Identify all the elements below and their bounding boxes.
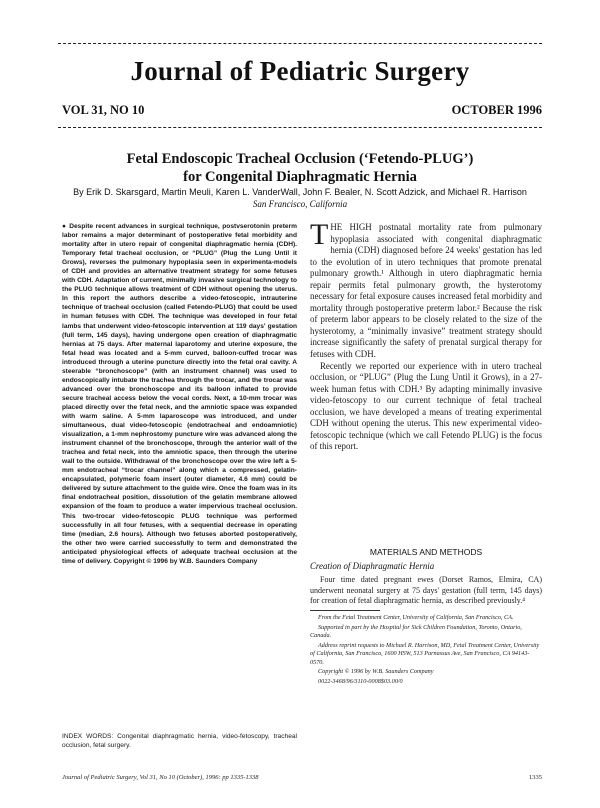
methods-paragraph: Four time dated pregnant ewes (Dorset Ramos, Elmira, CA) underwent neonatal surgery at 75 days' gestation (full term, 145 days) for creation of fetal diaphragmatic hernia, as described previously.⁴ bbox=[310, 575, 542, 605]
dropcap-letter: T bbox=[310, 218, 329, 251]
footnote-rule bbox=[310, 610, 380, 611]
footnote-reprint-address: Address reprint requests to Michael R. Harrison, MD, Fetal Treatment Center, University of California, San Francisco, 1600 HSW, 513 Parnassus Ave, San Francisco, CA 94143-0570. bbox=[310, 641, 540, 666]
author-list: By Erik D. Skarsgard, Martin Meuli, Karen L. VanderWall, John F. Bealer, N. Scott Adzick, and Michael R. Harrison bbox=[73, 187, 527, 197]
methods-subheading: Creation of Diaphragmatic Hernia bbox=[310, 561, 435, 571]
footnote-support: Supported in part by the Hospital for Sick Children Foundation, Toronto, Ontario, Canada. bbox=[310, 623, 522, 639]
footnote-issn: 0022-3468/96/3110-0008$03.00/0 bbox=[318, 677, 403, 685]
introduction-paragraph-2: Recently we reported our experience with in utero tracheal occlusion, or “PLUG” (Plug the Lung Until it Grows), in a 27-week human fetus with CDH.³ By adapting minimally invasive video-fetoscopy to our current technique of fetal tracheal occlusion, we have developed a means of treating experimental CDH without opening the uterus. This new experimental video-fetoscopic technique (which we call Fetendo PLUG) is the focus of this report. bbox=[310, 360, 542, 452]
methods-heading: MATERIALS AND METHODS bbox=[369, 547, 483, 557]
abstract-text: ● Despite recent advances in surgical technique, postvserotonin preterm labor remains a major determinant of postoperative fetal morbidity and mortality after in utero repair of congenital diaphragmatic hernia (CDH). Temporary fetal tracheal occlusion, or “PLUG” (Plug the Lung Until it Grows), reverses the pulmonary hypoplasia seen in experimenta-models of CDH and provides an alternative treatment strategy for some fetuses with CDH. Adaptation of current, minimally invasive surgical technology to the PLUG technique allows treatment of CDH without opening the uterus. In this report the authors describe a video-fetoscopic, intrauterine technique of tracheal occlusion (called Fetendo-PLUG) that could be used in human fetuses with CDH. The technique was developed in four fetal lambs that underwent video-fetoscopic intervention at 119 days' gestation (full term, 145 days), having undergone open creation of diaphragmatic hernias at 75 days. After maternal laparotomy and uterine exposure, the fetal head was located and a 5-mm curved, balloon-cuffed trocar was introduced through a uterine puncture directly into the fetal oral cavity. A steerable “bronchoscope” (with an instrument channel) was used to endoscopically intubate the trachea through the trocar, and the trocar was advanced over the bronchoscope and its balloon inflated to provide secure tracheal access below the vocal cords. Next, a 10-mm trocar was placed directly over the fetal neck, and the amniotic space was expanded with warm saline. A 5-mm laparoscope was introduced, and under simultaneous, dual video-fetoscopic (endotracheal and endoamniotic) visualization, a 1-mm nephrostomy puncture wire was advanced along the instrument channel of the bronchoscope, through the anterior wall of the trachea and fetal neck, into the amniotic space, then through the uterine wall to the outside. Withdrawal of the bronchoscope over the wire left a 5-mm endotracheal “trocar channel” along which a compressed, gelatin-encapsulated, polymeric foam insert (outer diameter, 4.6 mm) could be delivered by suture attachment to the guide wire. Once the foam was in its final endotracheal position, dissolution of the gelatin membrane allowed expansion of the foam to produce a water impervious tracheal occlusion. This two-trocar video-fetoscopic PLUG technique was performed successfully in all four fetuses, with a sequential decrease in operating time (median, 2.6 hours). Although two fetuses aborted postoperatively, the other two were carried successfully to term and demonstrated the anticipated physiological effects of adequate tracheal occlusion at the time of delivery. Copyright © 1996 by W.B. Saunders Company bbox=[62, 223, 297, 565]
author-affiliation: San Francisco, California bbox=[252, 199, 348, 209]
journal-title: Journal of Pediatric Surgery bbox=[130, 56, 470, 86]
article-title-line-1: Fetal Endoscopic Tracheal Occlusion (‘Fetendo-PLUG’) bbox=[126, 151, 474, 167]
page-number: 1335 bbox=[529, 774, 542, 781]
footnotes-block bbox=[310, 614, 542, 687]
introduction-paragraph-1-text: HE HIGH postnatal mortality rate from pulmonary hypoplasia associated with congenital diaphragmatic hernia (CDH) diagnosed before 24 weeks' gestation has led to the evolution of in utero techniques that promote prenatal pulmonary growth.¹ Although in utero diaphragmatic hernia repair permits fetal pulmonary growth, the hysterotomy necessary for fetal exposure causes increased fetal morbidity and mortality through postoperative preterm labor.² Because the risk of preterm labor appears to be closely related to the size of the hysterotomy, a “minimally invasive” treatment strategy should increase significantly the safety of prenatal surgical therapy for fetuses with CDH. bbox=[310, 222, 542, 360]
page-footer bbox=[62, 774, 542, 781]
header-dashed-rule-top bbox=[58, 43, 542, 44]
footer-citation: Journal of Pediatric Surgery, Vol 31, No 10 (October), 1996: pp 1335-1338 bbox=[62, 774, 259, 781]
introduction-paragraph-1 bbox=[310, 218, 542, 361]
article-title-line-2: for Congenital Diaphragmatic Hernia bbox=[183, 169, 417, 185]
introduction-section bbox=[310, 218, 542, 453]
issue-date: OCTOBER 1996 bbox=[451, 103, 542, 117]
volume-number: VOL 31, NO 10 bbox=[62, 103, 145, 117]
index-words: INDEX WORDS: Congenital diaphragmatic hernia, video-fetoscopy, tracheal occlusion, fetal surgery. bbox=[62, 733, 297, 750]
article-title bbox=[40, 150, 560, 186]
footnote-affiliation: From the Fetal Treatment Center, University of California, San Francisco, CA. bbox=[318, 614, 514, 621]
header-dashed-rule-bottom bbox=[58, 127, 542, 128]
footnote-copyright: Copyright © 1996 by W.B. Saunders Company bbox=[318, 668, 434, 675]
